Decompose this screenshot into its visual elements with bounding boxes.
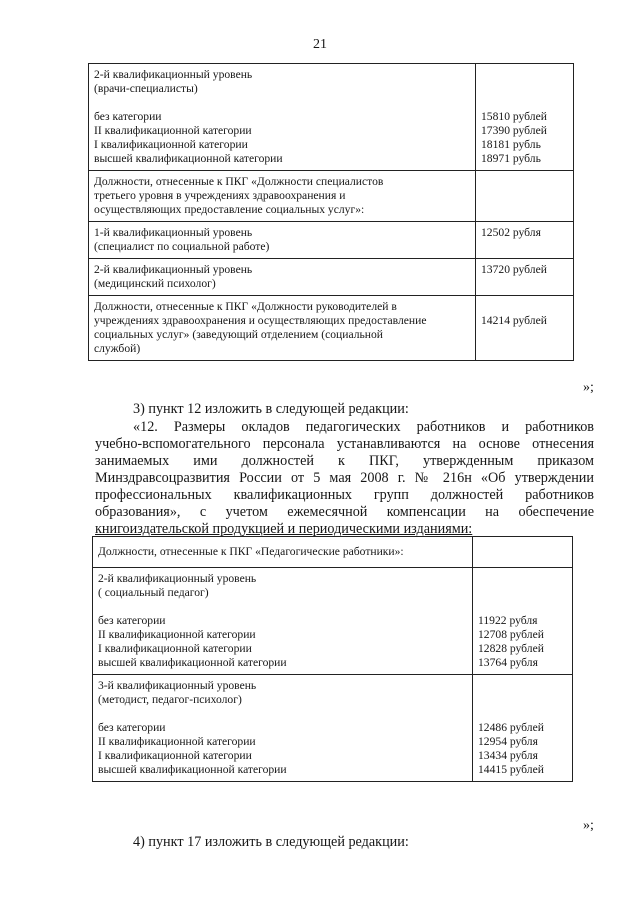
salary-cell <box>473 537 573 568</box>
level-heading: 2-й квалификационный уровень <box>94 68 253 81</box>
group-text: осуществляющих предоставление социальных услуг»: <box>94 203 365 216</box>
salary-cell <box>476 222 574 259</box>
salary-value: 13720 рублей <box>481 263 547 276</box>
paragraph-line: книгоиздательской продукцией и периодическими изданиями: <box>95 521 473 537</box>
group-text: социальных услуг» (заведующий отделением (социальной <box>94 328 383 341</box>
table-row <box>93 675 573 782</box>
category-label: I квалификационной категории <box>98 642 252 655</box>
level-subheading: (медицинский психолог) <box>94 277 216 290</box>
paragraph-line: занимаемых ими должностей к ПКГ, утвержденным приказом <box>95 453 594 469</box>
salary-value: 12502 рубля <box>481 226 541 239</box>
item-4-text: 4) пункт 17 изложить в следующей редакции: <box>133 834 409 850</box>
salary-cell <box>476 171 574 222</box>
group-text: Должности, отнесенные к ПКГ «Должности специалистов <box>94 175 384 188</box>
level-subheading: ( социальный педагог) <box>98 586 209 599</box>
group-text: службой) <box>94 342 141 355</box>
category-label: высшей квалификационной категории <box>94 152 283 165</box>
position-cell <box>93 537 473 568</box>
salary-table-education <box>92 536 573 782</box>
level-heading: 2-й квалификационный уровень <box>94 263 253 276</box>
category-label: II квалификационной категории <box>94 124 252 137</box>
salary-value: 12486 рублей <box>478 721 544 734</box>
salary-cell <box>473 568 573 675</box>
quote-close: »; <box>583 818 594 833</box>
group-text: учреждениях здравоохранения и осуществляющих предоставление <box>94 314 427 327</box>
position-cell <box>93 568 473 675</box>
salary-value: 17390 рублей <box>481 124 547 137</box>
salary-cell <box>476 259 574 296</box>
level-subheading: (врачи-специалисты) <box>94 82 198 95</box>
salary-cell <box>473 675 573 782</box>
category-label: II квалификационной категории <box>98 735 256 748</box>
level-heading: 3-й квалификационный уровень <box>98 679 257 692</box>
category-label: без категории <box>98 721 166 734</box>
salary-value: 13434 рубля <box>478 749 538 762</box>
salary-value: 14214 рублей <box>481 314 547 327</box>
position-cell <box>89 64 476 171</box>
level-heading: 1-й квалификационный уровень <box>94 226 253 239</box>
group-text: Должности, отнесенные к ПКГ «Должности руководителей в <box>94 300 397 313</box>
category-label: без категории <box>98 614 166 627</box>
position-cell <box>89 222 476 259</box>
paragraph-line: Минздравсоцразвития России от 5 мая 2008 г. № 216н «Об утверждении <box>95 470 594 486</box>
salary-table-health <box>88 63 574 361</box>
paragraph-line: образования», с учетом ежемесячной компенсации на обеспечение <box>95 504 594 520</box>
salary-value: 15810 рублей <box>481 110 547 123</box>
salary-value: 14415 рублей <box>478 763 544 776</box>
table-row <box>89 296 574 361</box>
table-row <box>89 222 574 259</box>
paragraph-line: «12. Размеры окладов педагогических работников и работников <box>133 419 594 435</box>
item-3-text: 3) пункт 12 изложить в следующей редакции: <box>133 401 409 417</box>
salary-value: 12828 рублей <box>478 642 544 655</box>
category-label: II квалификационной категории <box>98 628 256 641</box>
level-heading: 2-й квалификационный уровень <box>98 572 257 585</box>
salary-cell <box>476 296 574 361</box>
salary-value: 13764 рубля <box>478 656 538 669</box>
salary-value: 11922 рубля <box>478 614 538 627</box>
table-row <box>89 171 574 222</box>
position-cell <box>93 675 473 782</box>
salary-value: 12954 рубля <box>478 735 538 748</box>
category-label: I квалификационной категории <box>94 138 248 151</box>
table-row <box>93 537 573 568</box>
category-label: I квалификационной категории <box>98 749 252 762</box>
paragraph-line: учебно-вспомогательного персонала устанавливаются на основе отнесения <box>95 436 594 452</box>
page-number: 21 <box>313 37 327 52</box>
group-header: Должности, отнесенные к ПКГ «Педагогические работники»: <box>98 545 404 558</box>
level-subheading: (методист, педагог-психолог) <box>98 693 242 706</box>
level-subheading: (специалист по социальной работе) <box>94 240 270 253</box>
position-cell <box>89 296 476 361</box>
table-row <box>89 259 574 296</box>
category-label: без категории <box>94 110 162 123</box>
quote-close: »; <box>583 380 594 395</box>
salary-value: 12708 рублей <box>478 628 544 641</box>
salary-value: 18971 рубль <box>481 152 541 165</box>
group-text: третьего уровня в учреждениях здравоохранения и <box>94 189 346 202</box>
salary-cell <box>476 64 574 171</box>
salary-value: 18181 рубль <box>481 138 541 151</box>
paragraph-line: профессиональных квалификационных групп должностей работников <box>95 487 594 503</box>
table-row <box>89 64 574 171</box>
category-label: высшей квалификационной категории <box>98 763 287 776</box>
table-row <box>93 568 573 675</box>
position-cell <box>89 259 476 296</box>
position-cell <box>89 171 476 222</box>
category-label: высшей квалификационной категории <box>98 656 287 669</box>
